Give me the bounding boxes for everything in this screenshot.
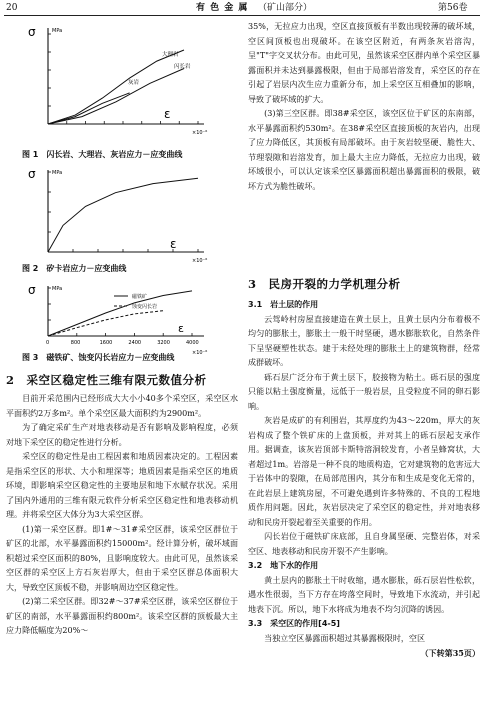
figure2-chart: [14, 162, 214, 270]
left-paragraph-2: 为了确定采矿生产对地表移动是否有影响及影响程度，必须对地下采空区的稳定性进行分析。: [6, 423, 238, 447]
figure1-chart: [14, 20, 214, 148]
fig1-label-hui: 灰岩: [128, 80, 140, 86]
figure2-caption: 图 2 矽卡岩应力－应变曲线: [22, 264, 127, 273]
right-column-top: [248, 20, 480, 194]
fig1-x-symbol: ε: [164, 107, 171, 121]
fig3-ticks: [48, 288, 192, 336]
right-paragraph-1: 35%，无拉应力出现，空区直接顶板有半数出现较薄的破坏域，空区间顶板也出现破坏。在该空区附近，有两条灰岩溶沟，呈"T"字交叉状分布。由此可见，虽然该采空区群内单个采空区暴露面积并未达到暴露极限，但由于局部岩溶发育，采空区的存在引起了岩层内次生应力重新分布，加上采空区互相叠加的影响，导致了破坏域的扩大。: [248, 22, 480, 104]
fig3-series: [48, 291, 192, 336]
fig2-x-unit: ×10⁻⁶: [192, 258, 208, 264]
subsection-3-2: 3.2 地下水的作用: [248, 561, 319, 570]
page-number: 20: [6, 3, 18, 13]
fig3-legend-altered: 蚀变闪长岩: [132, 304, 158, 310]
continued-note: （下转第35页）: [420, 648, 480, 658]
subsection-3-1: 3.1 岩土层的作用: [248, 300, 319, 309]
fig3-y-unit: MPa: [52, 286, 63, 292]
fig1-y-symbol: σ: [28, 25, 36, 39]
fig1-axes: [48, 28, 204, 124]
subsection-3-3: 3.3 采空区的作用[4-5]: [248, 619, 340, 628]
fig2-y-unit: MPa: [52, 170, 63, 176]
fig2-x-symbol: ε: [170, 237, 177, 251]
right-paragraph-6: 闪长岩位于磁铁矿床底部，且自身属坚硬、完整岩体，对采空区、地表移动和民房开裂不产生影响。: [248, 532, 480, 556]
fig3-x-tick-label-2: 1600: [99, 340, 113, 346]
fig3-x-unit: ×10⁻⁶: [192, 350, 208, 356]
fig1-lines-line-2: [48, 93, 130, 124]
right-paragraph-8: 当独立空区暴露面积超过其暴露极限时，空区: [264, 633, 426, 643]
fig3-lines-line-0: [48, 291, 192, 336]
fig3-x-tick-label-4: 3200: [157, 340, 170, 346]
fig3-y-symbol: σ: [28, 283, 36, 297]
fig3-x-tick-label-3: 2400: [128, 340, 142, 346]
fig3-legend-magnetite: 磁铁矿: [132, 294, 148, 300]
section3-title: 3 民房开裂的力学机理分析: [248, 277, 401, 291]
fig1-y-unit: MPa: [52, 28, 63, 34]
journal-name: 有 色 金 属: [196, 3, 249, 13]
fig1-x-unit: ×10⁻⁶: [192, 130, 208, 136]
left-paragraph-1: 目前开采范围内已经形成大大小小40多个采空区，采空区水平面积约2万多m²。单个采空区最大面积约为2900m²。: [6, 394, 238, 418]
fig1-label-dali: 大理岩: [162, 52, 179, 58]
right-column-body: [248, 298, 480, 661]
fig3-x-tick-label-5: 4000: [186, 340, 199, 346]
fig2-y-symbol: σ: [28, 167, 36, 181]
fig1-ticks: [48, 34, 198, 124]
right-paragraph-7: 黄土层内的膨胀土干时收缩，遇水膨胀，砾石层岩性松软，遇水性很弱，当下方存在垮落空间时，导致地下水流动，并引起地表下沉。所以，地下水将成为地表不均匀沉降的诱因。: [248, 575, 480, 614]
figure3-caption: 图 3 磁铁矿、蚀变闪长岩应力－应变曲线: [22, 353, 175, 362]
fig2-axes: [48, 170, 204, 252]
figure3-chart: [14, 280, 214, 360]
fig3-x-tick-labels: [46, 340, 199, 346]
fig3-x-tick-label-0: 0: [46, 340, 50, 346]
volume-label: 第56卷: [438, 3, 468, 13]
fig1-label-shanchang: 闪长岩: [174, 64, 191, 70]
right-paragraph-2: (3)第三空区群。即38#采空区，该空区位于矿区的东南部，水平暴露面积约530m²。在38#采空区直接顶板的灰岩内，出现了应力降低区，其顶板有局部破坏。由于灰岩较坚硬、脆性大、节理裂隙和岩溶发育，加上最大主应力降低，无拉应力出现，破坏域很小，可以认定该采空区暴露面积超出暴露面积的极限，破坏方式为脆性破坏。: [248, 109, 480, 191]
right-paragraph-4: 砾石层广泛分布于黄土层下，胶接物为粘土。砾石层的强度只能以粘土强度衡量，远低于一般岩层，且受粒度不同的卵石影响。: [248, 372, 480, 411]
left-paragraph-5: (2)第二采空区群。即32#～37#采空区群，该采空区群位于矿区的南部，水平暴露面积约800m²。该采空区群的顶板最大主应力降低幅度为20%～: [6, 597, 238, 635]
figure1-caption: 图 1 闪长岩、大理岩、灰岩应力－应变曲线: [22, 150, 183, 159]
header-rule: [4, 15, 480, 16]
fig3-lines-line-1: [48, 311, 163, 336]
section2-title: 2 采空区稳定性三维有限元数值分析: [6, 373, 207, 387]
fig3-x-tick-label-1: 800: [70, 340, 81, 346]
right-paragraph-5: 灰岩是成矿的有利围岩，其厚度约为43～220m，厚大的灰岩构成了整个铁矿床的上盘顶板，并对其上的砾石层起支承作用。据调查，该灰岩顶部卡斯特溶洞较发育，小者呈蜂窝状，大者超过1m。岩溶是一种不良的地质构造，它对建筑物的危害远大于岩体中的裂隙，在局部范围内，其分布和生成是变化无常的，在此岩层上建筑房屋，不可避免遇到许多特殊的、不良的工程地质作用问题。因此，灰岩层决定了采空区的稳定性，并对地表移动和民房开裂起着至关重要的作用。: [248, 416, 480, 527]
left-paragraph-3: 采空区的稳定性是由工程因素和地质因素决定的。工程因素是指采空区的形状、大小和埋深等；地质因素是指采空区的地质环境，即影响采空区稳定性的主要地层和地下水赋存状况。采用了国内外通用的三维有限元软件分析采空区稳定性和地表移动机理。并将采空区大体分为3大采空区群。: [6, 452, 238, 519]
fig3-x-symbol: ε: [178, 322, 184, 335]
left-paragraph-4: (1)第一采空区群。即1#～31#采空区群，该采空区群位于矿区的北部，水平暴露面积约15000m²。经计算分析，破坏域面积超过采空区面积的80%，且影响度较大。由此可见，虽然该采空区群的采空区上方石灰岩厚大，但由于采空区群总体面积大大，导致空区顶板不稳，并影响周边空区稳定性。: [6, 524, 238, 592]
journal-section: （矿山部分）: [258, 3, 313, 13]
left-column-body: [6, 392, 238, 639]
right-paragraph-3: 云驾岭村房屋直接建造在黄土层上，且黄土层内分布着极不均匀的膨胀土，膨胀土一般干时坚硬，遇水膨胀软化，自然条件下呈坚硬塑性状态。建于未经处理的膨胀土上的建筑物群，经常成群破坏。: [248, 314, 480, 367]
